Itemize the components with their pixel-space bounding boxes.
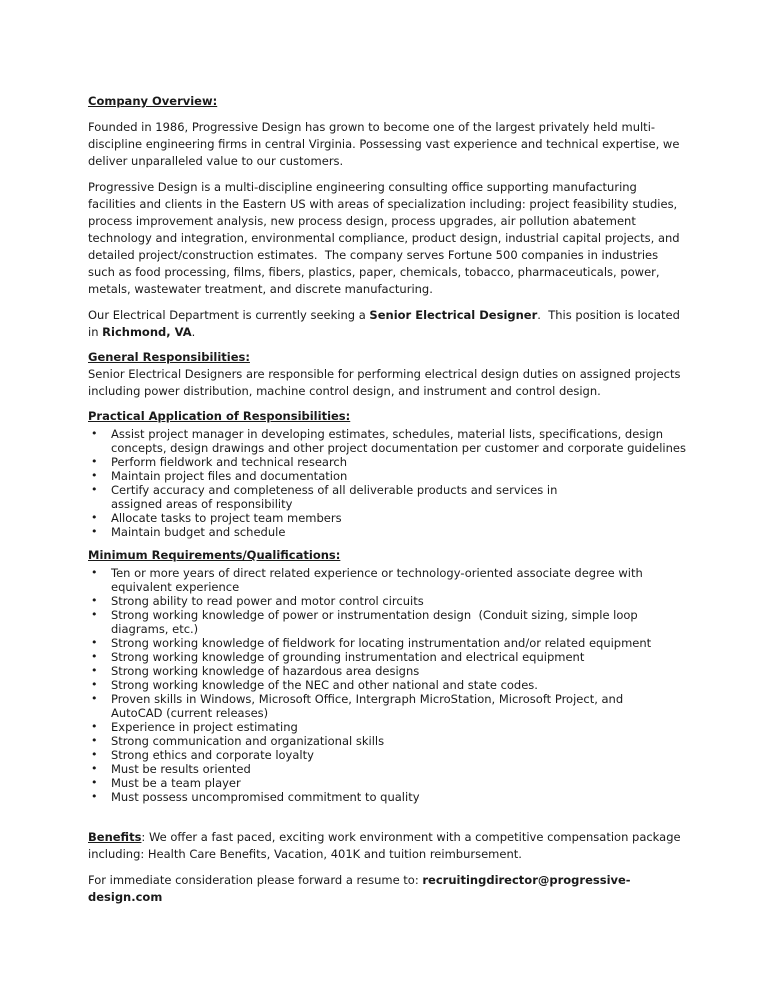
- section-heading: [88, 408, 698, 425]
- paragraph: [88, 179, 698, 298]
- text-line: [88, 179, 698, 196]
- text-run: recruitingdirector@progressive-: [422, 873, 631, 887]
- text-line: [88, 153, 698, 170]
- bullet-item: [88, 483, 698, 511]
- text-run: .: [191, 325, 196, 339]
- section-heading: [88, 547, 698, 564]
- text-line: [88, 136, 698, 153]
- text-line: [88, 119, 698, 136]
- text-line: [88, 247, 698, 264]
- text-run: including: Health Care Benefits, Vacation, 401K and tuition reimbursement.: [88, 847, 522, 861]
- bullet-text: [111, 483, 698, 511]
- bullet-marker: •: [91, 664, 98, 677]
- text-line: [111, 734, 698, 748]
- bullet-text: [111, 776, 698, 790]
- bullet-marker: •: [91, 734, 98, 747]
- section-heading-text: Practical Application of Responsibilities:: [88, 409, 351, 423]
- text-run: detailed project/construction estimates. The company serves Fortune 500 companies in industries: [88, 248, 659, 262]
- bullet-text: [111, 636, 698, 650]
- bullet-text: [111, 455, 698, 469]
- bullet-marker: •: [91, 594, 98, 607]
- text-line: [111, 790, 698, 804]
- text-run: Senior Electrical Designer: [369, 308, 538, 322]
- text-line: [88, 324, 698, 341]
- text-line: [88, 366, 698, 383]
- text-line: [111, 608, 698, 622]
- text-run: Maintain budget and schedule: [111, 525, 286, 539]
- text-run: process improvement analysis, new process design, process upgrades, air pollution abatement: [88, 214, 636, 228]
- bullet-text: [111, 748, 698, 762]
- bullet-marker: •: [91, 608, 98, 621]
- text-line: [111, 664, 698, 678]
- text-run: Strong working knowledge of fieldwork for locating instrumentation and/or related equipment: [111, 636, 652, 650]
- text-run: Proven skills in Windows, Microsoft Office, Intergraph MicroStation, Microsoft Project, and: [111, 692, 624, 706]
- text-run: AutoCAD (current releases): [111, 706, 269, 720]
- text-run: Strong working knowledge of grounding instrumentation and electrical equipment: [111, 650, 585, 664]
- bullet-item: [88, 692, 698, 720]
- text-run: Must be results oriented: [111, 762, 251, 776]
- bullet-text: [111, 511, 698, 525]
- text-run: Must be a team player: [111, 776, 241, 790]
- text-run: design.com: [88, 890, 163, 904]
- text-line: [111, 580, 698, 594]
- text-line: [111, 566, 698, 580]
- text-run: Certify accuracy and completeness of all deliverable products and services in: [111, 483, 558, 497]
- paragraph: [88, 119, 698, 170]
- bullet-text: [111, 762, 698, 776]
- bullet-marker: •: [91, 483, 98, 496]
- bullet-item: [88, 776, 698, 790]
- bullet-item: [88, 566, 698, 594]
- bullet-item: [88, 455, 698, 469]
- section-heading-text: Company Overview:: [88, 94, 218, 108]
- bullet-item: [88, 525, 698, 539]
- text-line: [111, 706, 698, 720]
- bullet-item: [88, 608, 698, 636]
- bullet-item: [88, 790, 698, 804]
- section-heading: [88, 93, 698, 110]
- bullet-marker: •: [91, 720, 98, 733]
- text-run: : We offer a fast paced, exciting work environment with a competitive compensation package: [141, 830, 681, 844]
- text-line: [88, 846, 698, 863]
- bullet-item: [88, 678, 698, 692]
- text-run: Allocate tasks to project team members: [111, 511, 342, 525]
- text-line: [88, 264, 698, 281]
- text-run: . This position is located: [537, 308, 680, 322]
- text-run: Senior Electrical Designers are responsible for performing electrical design duties on assigned projects: [88, 367, 681, 381]
- text-run: discipline engineering firms in central Virginia. Possessing vast experience and technical expertise, we: [88, 137, 680, 151]
- text-run: Richmond, VA: [102, 325, 192, 339]
- text-run: concepts, design drawings and other project documentation per customer and corporate guidelines: [111, 441, 686, 455]
- bullet-item: [88, 650, 698, 664]
- bullet-item: [88, 427, 698, 455]
- bullet-text: [111, 566, 698, 594]
- bullet-text: [111, 720, 698, 734]
- text-run: Strong ability to read power and motor control circuits: [111, 594, 424, 608]
- text-line: [111, 525, 698, 539]
- bullet-text: [111, 664, 698, 678]
- text-run: including power distribution, machine control design, and instrument and control design.: [88, 384, 601, 398]
- text-run: facilities and clients in the Eastern US with areas of specialization including: project feasibility studies,: [88, 197, 678, 211]
- text-run: For immediate consideration please forward a resume to:: [88, 873, 423, 887]
- bullet-item: [88, 734, 698, 748]
- section-heading-text: General Responsibilities:: [88, 350, 250, 364]
- text-line: [88, 307, 698, 324]
- text-run: such as food processing, films, fibers, plastics, paper, chemicals, tobacco, pharmaceuticals, power,: [88, 265, 660, 279]
- bullet-marker: •: [91, 525, 98, 538]
- text-run: Strong communication and organizational skills: [111, 734, 385, 748]
- text-line: [88, 872, 698, 889]
- text-line: [111, 692, 698, 706]
- bullet-marker: •: [91, 776, 98, 789]
- text-line: [111, 427, 698, 441]
- bullet-marker: •: [91, 427, 98, 440]
- text-run: equivalent experience: [111, 580, 240, 594]
- bullet-marker: •: [91, 692, 98, 705]
- text-run: metals, wastewater treatment, and discrete manufacturing.: [88, 282, 433, 296]
- bullet-marker: •: [91, 748, 98, 761]
- bullet-text: [111, 427, 698, 455]
- text-run: in: [88, 325, 103, 339]
- bullet-text: [111, 594, 698, 608]
- paragraph: [88, 366, 698, 400]
- bullet-text: [111, 650, 698, 664]
- bullet-item: [88, 511, 698, 525]
- text-line: [88, 829, 698, 846]
- text-run: Assist project manager in developing estimates, schedules, material lists, specifications, design: [111, 427, 664, 441]
- text-run: Our Electrical Department is currently seeking a: [88, 308, 370, 322]
- bullet-text: [111, 734, 698, 748]
- text-run: Maintain project files and documentation: [111, 469, 348, 483]
- bullet-text: [111, 469, 698, 483]
- text-run: Strong working knowledge of hazardous area designs: [111, 664, 420, 678]
- text-line: [111, 622, 698, 636]
- text-line: [111, 720, 698, 734]
- bullet-item: [88, 469, 698, 483]
- text-run: Perform fieldwork and technical research: [111, 455, 348, 469]
- bullet-item: [88, 762, 698, 776]
- text-run: Founded in 1986, Progressive Design has grown to become one of the largest privately held multi-: [88, 120, 656, 134]
- bullet-item: [88, 748, 698, 762]
- text-line: [88, 196, 698, 213]
- text-line: [111, 441, 698, 455]
- text-run: Strong working knowledge of the NEC and other national and state codes.: [111, 678, 538, 692]
- text-line: [111, 594, 698, 608]
- bullet-text: [111, 525, 698, 539]
- bullet-text: [111, 692, 698, 720]
- text-run: assigned areas of responsibility: [111, 497, 293, 511]
- text-line: [88, 213, 698, 230]
- text-run: diagrams, etc.): [111, 622, 199, 636]
- text-line: [111, 469, 698, 483]
- bullet-marker: •: [91, 469, 98, 482]
- text-line: [111, 748, 698, 762]
- text-line: [111, 455, 698, 469]
- section-heading-text: Minimum Requirements/Qualifications:: [88, 548, 341, 562]
- text-line: [111, 511, 698, 525]
- bullet-list: [88, 566, 698, 804]
- text-line: [88, 230, 698, 247]
- text-run: Benefits: [88, 830, 142, 844]
- bullet-text: [111, 678, 698, 692]
- text-run: technology and integration, environmental compliance, product design, industrial capital projects, and: [88, 231, 680, 245]
- text-run: Experience in project estimating: [111, 720, 298, 734]
- text-run: Strong ethics and corporate loyalty: [111, 748, 314, 762]
- bullet-item: [88, 664, 698, 678]
- bullet-marker: •: [91, 455, 98, 468]
- section-heading: [88, 349, 698, 366]
- text-line: [111, 678, 698, 692]
- bullet-item: [88, 594, 698, 608]
- text-line: [111, 776, 698, 790]
- text-line: [111, 497, 698, 511]
- bullet-marker: •: [91, 636, 98, 649]
- text-line: [88, 383, 698, 400]
- bullet-text: [111, 608, 698, 636]
- text-run: Progressive Design is a multi-discipline engineering consulting office supporting manufacturing: [88, 180, 637, 194]
- text-line: [88, 889, 698, 906]
- text-line: [111, 483, 698, 497]
- bullet-item: [88, 636, 698, 650]
- text-run: Strong working knowledge of power or instrumentation design (Conduit sizing, simple loop: [111, 608, 638, 622]
- paragraph: [88, 872, 698, 906]
- text-line: [88, 281, 698, 298]
- text-run: deliver unparalleled value to our customers.: [88, 154, 344, 168]
- bullet-list: [88, 427, 698, 539]
- text-line: [111, 650, 698, 664]
- bullet-marker: •: [91, 566, 98, 579]
- bullet-marker: •: [91, 762, 98, 775]
- paragraph: [88, 829, 698, 863]
- bullet-marker: •: [91, 790, 98, 803]
- text-line: [111, 636, 698, 650]
- bullet-marker: •: [91, 511, 98, 524]
- bullet-marker: •: [91, 650, 98, 663]
- text-run: Must possess uncompromised commitment to quality: [111, 790, 420, 804]
- bullet-text: [111, 790, 698, 804]
- paragraph: [88, 307, 698, 341]
- bullet-item: [88, 720, 698, 734]
- bullet-marker: •: [91, 678, 98, 691]
- text-line: [111, 762, 698, 776]
- text-run: Ten or more years of direct related experience or technology-oriented associate degree with: [111, 566, 643, 580]
